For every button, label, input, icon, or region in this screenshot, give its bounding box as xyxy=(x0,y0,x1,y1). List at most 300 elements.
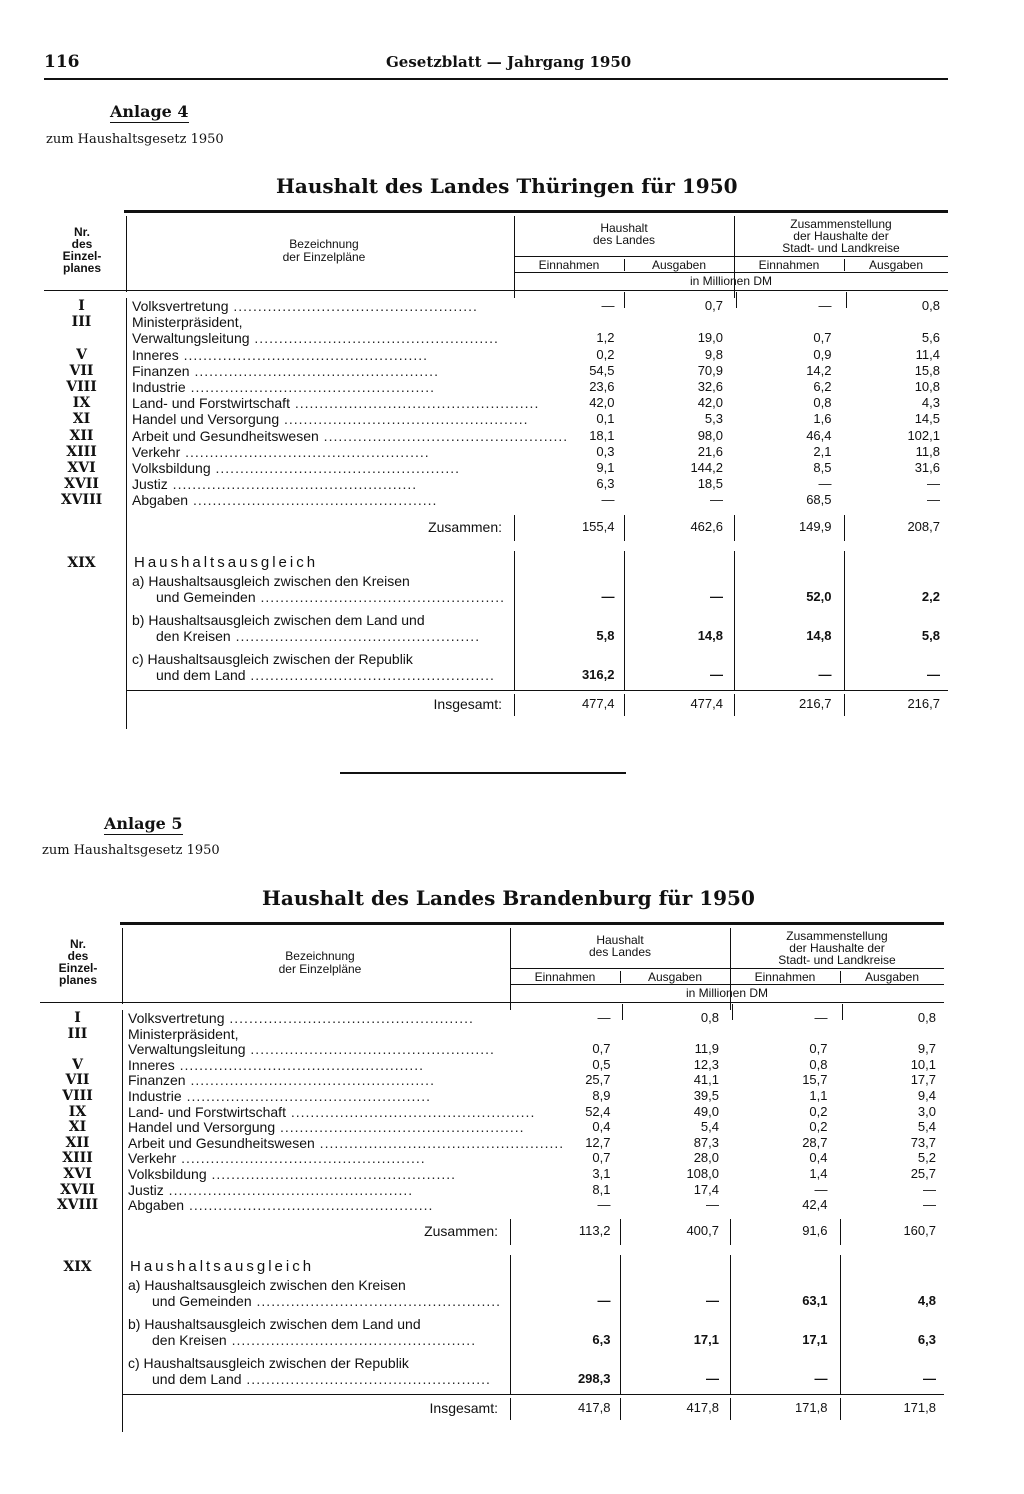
hh-item-line1: c) Haushaltsausgleich zwischen der Republik xyxy=(128,1354,409,1371)
plan-number: XVIII xyxy=(56,1197,99,1214)
cell-value: 73,7 xyxy=(910,1134,936,1150)
hh-item-row2 xyxy=(44,628,948,644)
cell-value: 0,8 xyxy=(700,1010,719,1025)
hdr-haushalt-line: des Landes xyxy=(588,945,652,959)
cell-value: 23,6 xyxy=(589,379,615,394)
plan-name xyxy=(132,298,502,314)
cell-value: 208,7 xyxy=(907,518,940,534)
leader-dots: .................................................. xyxy=(245,1041,495,1058)
leader-dots: .................................................. xyxy=(188,492,438,509)
rule-sum xyxy=(730,1219,731,1245)
hh-item-line2 xyxy=(156,667,502,683)
rule-total xyxy=(126,690,948,691)
rule-total-col xyxy=(730,1398,731,1420)
hh-item-row xyxy=(40,1355,944,1371)
rule-total xyxy=(122,1394,944,1395)
table-row xyxy=(44,492,948,508)
cell-value: 477,4 xyxy=(581,695,615,711)
sum-label: Zusammen: xyxy=(424,1222,498,1239)
hh-item-line2-text: den Kreisen xyxy=(156,627,231,644)
plan-name xyxy=(128,1166,498,1182)
page-number: 116 xyxy=(44,52,80,72)
plan-name xyxy=(132,395,540,412)
cell-value: 113,2 xyxy=(578,1222,611,1238)
rule-subhdr-split xyxy=(620,971,621,983)
hdr-haushalt-line: des Landes xyxy=(592,233,656,247)
plan-name xyxy=(128,1197,498,1213)
table-row xyxy=(44,298,948,314)
cell-value: 0,9 xyxy=(813,346,832,362)
hdr-nr-line: planes xyxy=(58,973,97,987)
plan-name-text: Arbeit und Gesundheitswesen xyxy=(132,427,319,444)
cell-value: 10,8 xyxy=(914,379,940,394)
cell-value: 12,7 xyxy=(585,1134,611,1150)
cell-value: 2,1 xyxy=(813,443,832,459)
plan-name-text: Verkehr xyxy=(132,443,181,460)
table-row xyxy=(40,1197,944,1213)
sum-row xyxy=(40,1223,944,1245)
rule-subhdr-split xyxy=(844,259,845,271)
plan-name xyxy=(132,330,502,346)
leader-dots: .................................................. xyxy=(255,588,506,605)
hh-item-row xyxy=(44,573,948,589)
plan-name-text: Justiz xyxy=(128,1181,164,1198)
table-row xyxy=(40,1088,944,1104)
hdr-unit: in Millionen DM xyxy=(685,986,769,1000)
cell-value: 171,8 xyxy=(794,1399,828,1415)
leader-dots: .................................................. xyxy=(163,1181,414,1198)
hdr-bezeichnung-line: der Einzelpläne xyxy=(282,250,366,264)
plan-name-text: Inneres xyxy=(128,1056,175,1073)
cell-value: 298,3 xyxy=(577,1370,611,1386)
leader-dots: .................................................. xyxy=(241,1370,491,1387)
plan-name-text: Verwaltungsleitung xyxy=(132,330,250,347)
cell-value: 144,2 xyxy=(690,460,723,475)
rule-total-col xyxy=(734,694,735,716)
hdr-nr-line: planes xyxy=(62,261,101,275)
plan-name-text: Ministerpräsident, xyxy=(128,1025,239,1042)
cell-value: — xyxy=(601,588,615,604)
plan-number: XVIII xyxy=(60,492,103,509)
cell-value: 46,4 xyxy=(806,427,832,443)
cell-value: 0,7 xyxy=(592,1150,611,1166)
plan-number: XIX xyxy=(63,1258,92,1275)
rule-sum xyxy=(510,1219,511,1245)
hdr-ein: Einnahmen xyxy=(754,970,816,984)
rule-sum xyxy=(514,515,515,541)
rule-subhdr xyxy=(514,256,948,257)
cell-value: 462,6 xyxy=(690,518,723,534)
table-title: Haushalt des Landes Thüringen für 1950 xyxy=(276,174,738,198)
table-row xyxy=(44,379,948,395)
cell-value: 11,4 xyxy=(915,346,940,362)
hdr-nr-line: Nr. xyxy=(69,937,86,951)
cell-value: 0,7 xyxy=(813,330,832,346)
plan-number: XVII xyxy=(64,476,99,493)
cell-value: 2,2 xyxy=(921,588,940,604)
leader-dots: .................................................. xyxy=(318,427,569,444)
cell-value: 216,7 xyxy=(798,695,832,711)
rule-total-col xyxy=(514,694,515,716)
hdr-haushalt-line: Haushalt xyxy=(600,221,648,235)
hdr-ein: Einnahmen xyxy=(534,970,596,984)
rule-subhdr xyxy=(510,968,944,969)
leader-dots: .................................................. xyxy=(176,1150,426,1167)
leader-dots: .................................................. xyxy=(180,443,430,460)
leader-dots: .................................................. xyxy=(228,298,478,314)
cell-value: — xyxy=(814,1181,828,1197)
rule-total-col xyxy=(620,1398,621,1420)
cell-value: — xyxy=(597,1292,611,1308)
cell-value: 14,8 xyxy=(697,627,723,643)
cell-value: 417,8 xyxy=(577,1399,611,1415)
hh-item-line1: a) Haushaltsausgleich zwischen den Kreisen xyxy=(128,1276,406,1293)
table-row xyxy=(40,1166,944,1182)
plan-number: IX xyxy=(68,1103,87,1120)
cell-value: 11,9 xyxy=(694,1041,719,1057)
cell-value: 149,9 xyxy=(798,518,832,534)
cell-value: 0,8 xyxy=(813,395,832,411)
plan-name xyxy=(128,1150,498,1166)
cell-value: 9,7 xyxy=(917,1041,936,1057)
cell-value: 0,4 xyxy=(592,1119,611,1135)
plan-name-text: Handel und Versorgung xyxy=(128,1119,276,1136)
cell-value: 0,3 xyxy=(596,443,615,459)
cell-value: 5,4 xyxy=(700,1119,719,1135)
plan-name xyxy=(132,492,502,508)
plan-number: XII xyxy=(69,427,94,444)
cell-value: 0,4 xyxy=(809,1150,828,1166)
leader-dots: .................................................. xyxy=(279,411,529,428)
cell-value: 14,2 xyxy=(806,362,832,378)
cell-value: 5,6 xyxy=(921,330,940,346)
hh-item-row xyxy=(44,651,948,667)
cell-value: 160,7 xyxy=(903,1222,936,1238)
cell-value: 417,8 xyxy=(686,1399,719,1415)
hh-heading-row xyxy=(40,1259,944,1275)
plan-name xyxy=(132,347,502,363)
cell-value: — xyxy=(710,588,723,604)
plan-name-text: Verwaltungsleitung xyxy=(128,1041,246,1058)
cell-value: 6,3 xyxy=(592,1331,611,1347)
plan-number: III xyxy=(71,314,92,331)
table-row xyxy=(40,1041,944,1057)
hh-item-row xyxy=(44,612,948,628)
plan-number: XIII xyxy=(62,1150,93,1167)
plan-number: VIII xyxy=(66,379,97,395)
table-row xyxy=(44,347,948,363)
total-label: Insgesamt: xyxy=(429,1399,498,1416)
plan-name-text: Volksvertretung xyxy=(132,298,229,314)
hdr-nr-line: des xyxy=(71,237,93,251)
plan-number: VII xyxy=(65,1072,90,1089)
cell-value: 0,5 xyxy=(592,1056,611,1072)
plan-name-text: Finanzen xyxy=(132,362,190,379)
plan-name xyxy=(128,1026,498,1042)
table-row xyxy=(40,1182,944,1198)
rule-sum xyxy=(840,1219,841,1245)
cell-value: — xyxy=(818,476,832,492)
cell-value: 28,7 xyxy=(802,1134,828,1150)
cell-value: 0,8 xyxy=(921,298,940,313)
cell-value: 4,3 xyxy=(921,395,940,411)
cell-value: — xyxy=(927,492,940,508)
plan-number: VII xyxy=(69,362,94,379)
plan-name-text: Handel und Versorgung xyxy=(132,411,280,428)
hh-item-row2 xyxy=(40,1293,944,1309)
hh-item-line2 xyxy=(156,588,506,605)
cell-value: 400,7 xyxy=(686,1222,719,1238)
cell-value: 17,1 xyxy=(802,1331,828,1347)
cell-value: 52,0 xyxy=(806,588,832,604)
cell-value: — xyxy=(818,298,832,313)
leader-dots: .................................................. xyxy=(189,362,439,379)
hdr-zus-line: der Haushalte der xyxy=(793,229,889,243)
table-row xyxy=(40,1135,944,1151)
hh-item-row xyxy=(40,1316,944,1332)
hh-item-line2-text: und Gemeinden xyxy=(156,588,256,605)
cell-value: 1,6 xyxy=(813,411,832,427)
cell-value: — xyxy=(706,1292,719,1308)
hdr-ein: Einnahmen xyxy=(758,258,820,272)
plan-name-text: Arbeit und Gesundheitswesen xyxy=(128,1134,315,1151)
cell-value: 5,8 xyxy=(921,627,940,643)
page-header xyxy=(44,52,948,80)
cell-value: — xyxy=(710,492,723,508)
plan-number: XI xyxy=(72,411,91,428)
plan-name xyxy=(128,1088,498,1104)
leader-dots: .................................................. xyxy=(174,1056,425,1073)
total-label: Insgesamt: xyxy=(433,695,502,712)
hdr-aus: Ausgaben xyxy=(647,970,703,984)
sum-row xyxy=(44,519,948,541)
rule-sum xyxy=(624,515,625,541)
cell-value: 18,1 xyxy=(589,427,615,443)
cell-value: 0,2 xyxy=(809,1103,828,1119)
table-row xyxy=(40,1150,944,1166)
cell-value: 155,4 xyxy=(581,518,615,534)
table-row xyxy=(40,1026,944,1042)
plan-number: XIII xyxy=(66,443,97,460)
plan-name xyxy=(128,1134,565,1151)
cell-value: 216,7 xyxy=(907,695,940,711)
cell-value: 52,4 xyxy=(585,1103,611,1119)
cell-value: 316,2 xyxy=(581,666,615,682)
rule-body xyxy=(40,1002,944,1003)
cell-value: 5,8 xyxy=(596,627,615,643)
cell-value: 5,4 xyxy=(917,1119,936,1135)
leader-dots: .................................................. xyxy=(249,330,499,347)
cell-value: 0,1 xyxy=(596,411,615,427)
cell-value: 0,8 xyxy=(809,1056,828,1072)
plan-name xyxy=(132,427,569,444)
table-row xyxy=(44,314,948,330)
total-row xyxy=(40,1400,944,1422)
cell-value: 8,9 xyxy=(592,1088,611,1103)
cell-value: 0,2 xyxy=(809,1119,828,1135)
cell-value: 32,6 xyxy=(697,379,723,394)
hdr-ein: Einnahmen xyxy=(538,258,600,272)
cell-value: 477,4 xyxy=(690,695,723,711)
cell-value: 42,4 xyxy=(802,1197,828,1213)
cell-value: 8,1 xyxy=(592,1181,611,1197)
cell-value: 11,8 xyxy=(915,443,940,459)
hh-item-line1: a) Haushaltsausgleich zwischen den Kreisen xyxy=(132,572,410,589)
cell-value: 54,5 xyxy=(589,362,615,378)
cell-value: 102,1 xyxy=(907,427,940,443)
cell-value: 39,5 xyxy=(693,1088,719,1103)
hh-item-line2 xyxy=(156,628,502,644)
cell-value: 10,1 xyxy=(910,1056,936,1072)
hh-item-row xyxy=(40,1277,944,1293)
rule-body xyxy=(44,290,948,291)
cell-value: 8,5 xyxy=(813,460,832,475)
leader-dots: .................................................. xyxy=(185,1072,435,1089)
plan-number: XVI xyxy=(63,1166,92,1182)
cell-value: 5,3 xyxy=(704,411,723,427)
cell-value: 87,3 xyxy=(693,1134,719,1150)
plan-name-text: Industrie xyxy=(132,379,186,395)
leader-dots: .................................................. xyxy=(230,627,481,644)
cell-value: 41,1 xyxy=(693,1072,719,1088)
plan-name xyxy=(128,1103,536,1120)
hh-item-line1: b) Haushaltsausgleich zwischen dem Land und xyxy=(128,1315,421,1332)
table-row xyxy=(40,1010,944,1026)
hdr-nr-line: Nr. xyxy=(73,225,90,239)
hdr-zus-line: Stadt- und Landkreise xyxy=(782,241,900,255)
cell-value: 19,0 xyxy=(697,330,723,346)
leader-dots: .................................................. xyxy=(251,1292,502,1309)
total-row xyxy=(44,696,948,718)
hdr-aus: Ausgaben xyxy=(651,258,707,272)
cell-value: — xyxy=(923,1370,936,1386)
hdr-unit: in Millionen DM xyxy=(689,274,773,288)
cell-value: 25,7 xyxy=(910,1166,936,1181)
plan-name-text: Justiz xyxy=(132,476,168,493)
table-row xyxy=(44,460,948,476)
plan-number: I xyxy=(74,1010,81,1026)
cell-value: — xyxy=(814,1370,828,1386)
leader-dots: .................................................. xyxy=(285,1103,536,1120)
cell-value: 6,3 xyxy=(596,476,615,492)
plan-name-text: Verkehr xyxy=(128,1150,177,1167)
cell-value: 9,1 xyxy=(596,460,615,475)
rule-sum xyxy=(844,515,845,541)
hh-item-line2 xyxy=(152,1292,502,1309)
plan-name xyxy=(132,314,502,330)
cell-value: — xyxy=(818,666,832,682)
table-row xyxy=(44,476,948,492)
hdr-aus: Ausgaben xyxy=(868,258,924,272)
cell-value: — xyxy=(923,1181,936,1197)
anlage-heading: Anlage 4 xyxy=(110,102,189,121)
hh-item-line1: c) Haushaltsausgleich zwischen der Republik xyxy=(132,650,413,667)
hh-item-line2-text: und dem Land xyxy=(152,1370,242,1387)
plan-name xyxy=(128,1182,498,1198)
cell-value: 3,1 xyxy=(592,1166,611,1181)
plan-name xyxy=(132,460,502,476)
leader-dots: .................................................. xyxy=(181,1088,432,1104)
cell-value: 15,8 xyxy=(914,362,940,378)
cell-value: 0,7 xyxy=(592,1041,611,1057)
cell-value: 12,3 xyxy=(693,1056,719,1072)
plan-name-text: Finanzen xyxy=(128,1072,186,1089)
hdr-zus-line: Stadt- und Landkreise xyxy=(778,953,896,967)
plan-name xyxy=(128,1041,498,1057)
plan-name-text: Land- und Forstwirtschaft xyxy=(132,395,290,412)
hh-item-line1: b) Haushaltsausgleich zwischen dem Land und xyxy=(132,611,425,628)
cell-value: 1,1 xyxy=(809,1088,828,1103)
rule-subhdr-split xyxy=(840,971,841,983)
hdr-haushalt-line: Haushalt xyxy=(596,933,644,947)
plan-name xyxy=(128,1010,498,1026)
plan-name xyxy=(128,1072,498,1088)
cell-value: 3,0 xyxy=(917,1103,936,1119)
plan-number: IX xyxy=(72,395,91,412)
sum-label: Zusammen: xyxy=(428,518,502,535)
cell-value: 25,7 xyxy=(585,1072,611,1088)
leader-dots: .................................................. xyxy=(314,1134,565,1151)
table-top-rule xyxy=(124,210,948,213)
cell-value: 108,0 xyxy=(686,1166,719,1181)
cell-value: — xyxy=(601,492,615,508)
hdr-zus-line: Zusammenstellung xyxy=(790,217,892,231)
plan-name xyxy=(128,1119,525,1136)
plan-name xyxy=(128,1057,498,1073)
budget-table xyxy=(40,922,944,1442)
hdr-zus-line: der Haushalte der xyxy=(789,941,885,955)
table-row xyxy=(40,1057,944,1073)
table-top-rule xyxy=(120,922,944,925)
cell-value: 42,0 xyxy=(589,395,615,411)
rule-nr xyxy=(122,928,123,1004)
rule-nr xyxy=(126,216,127,292)
plan-number: VIII xyxy=(62,1088,93,1104)
cell-value: 1,4 xyxy=(809,1166,828,1181)
cell-value: 98,0 xyxy=(697,427,723,443)
journal-title: Gesetzblatt — Jahrgang 1950 xyxy=(386,53,632,71)
leader-dots: .................................................. xyxy=(245,666,495,683)
hh-item-row2 xyxy=(44,589,948,605)
plan-name-text: Volksbildung xyxy=(132,460,211,476)
plan-number: V xyxy=(76,346,87,363)
cell-value: 18,5 xyxy=(697,476,723,492)
cell-value: 91,6 xyxy=(802,1222,828,1238)
plan-name-text: Ministerpräsident, xyxy=(132,314,243,331)
cell-value: — xyxy=(927,666,940,682)
rule-total-col xyxy=(840,1398,841,1420)
rule-unit xyxy=(514,272,948,273)
plan-name xyxy=(132,476,502,492)
plan-name xyxy=(132,444,502,460)
plan-name-text: Industrie xyxy=(128,1088,182,1104)
cell-value: 68,5 xyxy=(806,492,832,508)
leader-dots: .................................................. xyxy=(226,1331,477,1348)
leader-dots: .................................................. xyxy=(185,379,436,395)
cell-value: — xyxy=(601,298,615,313)
table-row xyxy=(40,1072,944,1088)
cell-value: 17,1 xyxy=(693,1331,719,1347)
cell-value: 0,7 xyxy=(809,1041,828,1057)
cell-value: 63,1 xyxy=(802,1292,828,1308)
hh-item-line2-text: und dem Land xyxy=(156,666,246,683)
plan-number: XI xyxy=(68,1119,87,1136)
plan-name-text: Volksvertretung xyxy=(128,1010,225,1026)
leader-dots: .................................................. xyxy=(206,1166,456,1182)
plan-name-text: Abgaben xyxy=(132,492,189,509)
leader-dots: .................................................. xyxy=(210,460,460,476)
plan-name-text: Land- und Forstwirtschaft xyxy=(128,1103,286,1120)
